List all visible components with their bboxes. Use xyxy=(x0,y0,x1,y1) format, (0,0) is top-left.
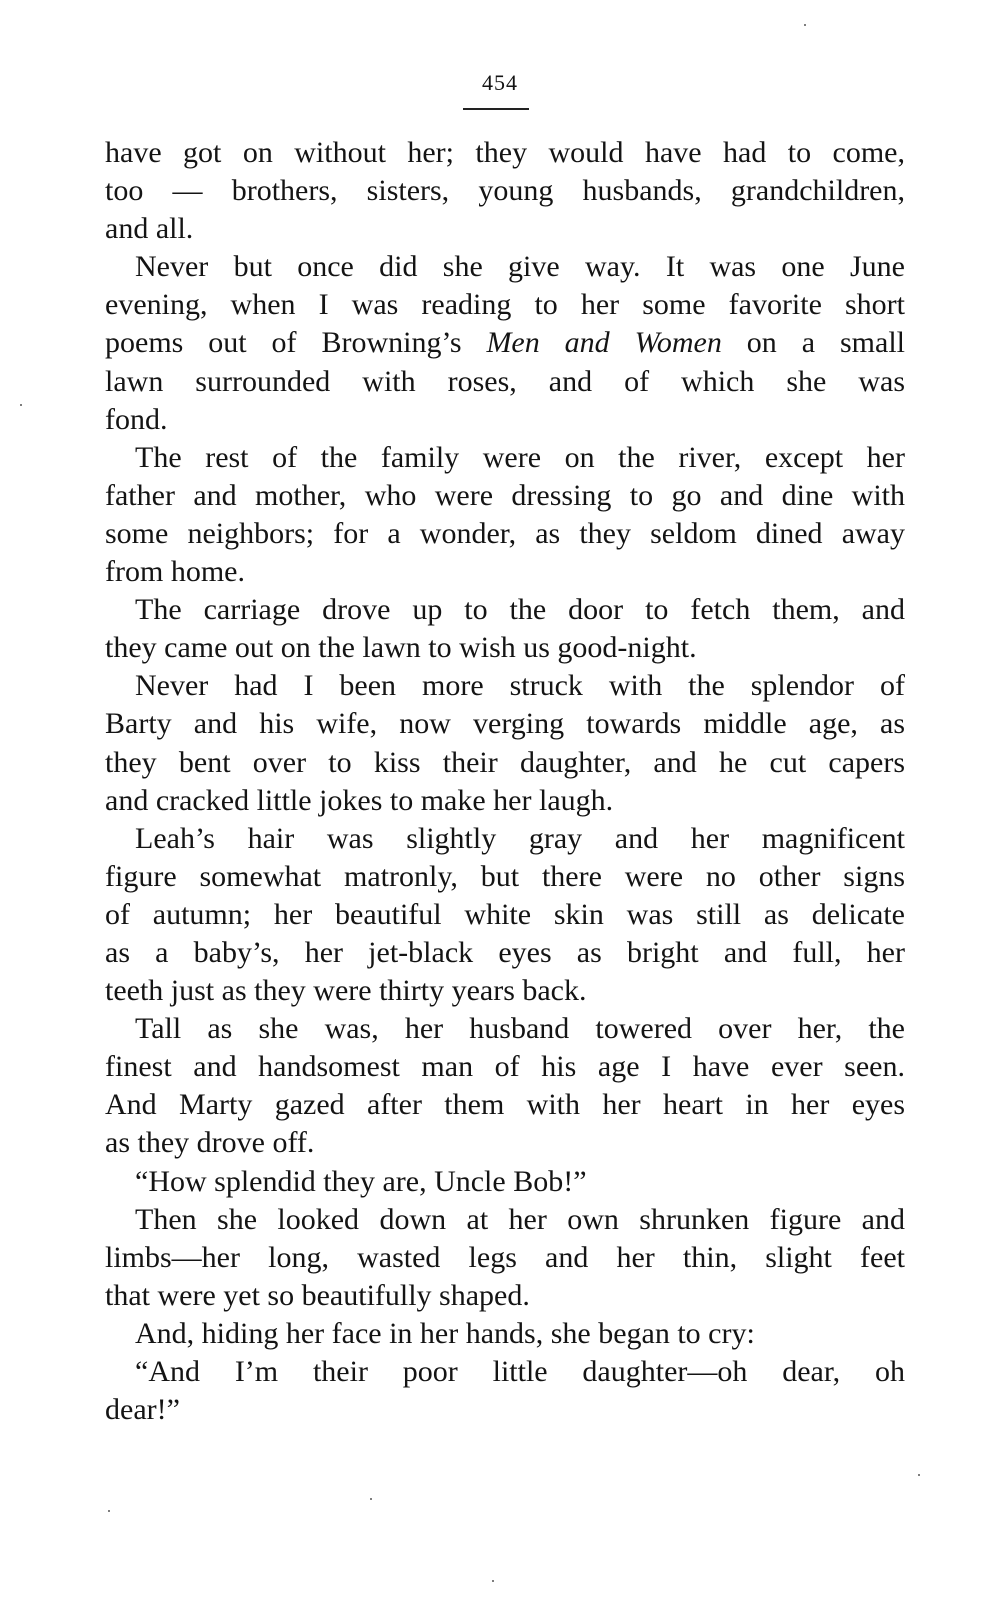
text-line: too — brothers, sisters, young husbands, grandchildren, xyxy=(105,174,905,208)
text-line: “How splendid they are, Uncle Bob!” xyxy=(135,1164,587,1198)
paragraph xyxy=(105,820,905,1010)
paragraph xyxy=(105,439,905,591)
text-line: “And I’m their poor little daughter—oh dear, oh xyxy=(135,1355,905,1388)
scan-speck xyxy=(108,1510,110,1512)
text-line: finest and handsomest man of his age I have ever seen. xyxy=(105,1050,905,1084)
text-line: Tall as she was, her husband towered over her, the xyxy=(135,1012,905,1046)
text-line: as they drove off. xyxy=(105,1126,315,1160)
text-line: Then she looked down at her own shrunken figure and xyxy=(135,1202,905,1236)
scan-speck xyxy=(804,24,806,26)
text-line: Never had I been more struck with the splendor of xyxy=(135,669,905,703)
text-line: figure somewhat matronly, but there were no other signs xyxy=(105,859,905,893)
text-line: of autumn; her beautiful white skin was still as delicate xyxy=(105,897,905,931)
text-line: have got on without her; they would have had to come, xyxy=(105,136,905,169)
book-title: Men and Women xyxy=(486,326,722,360)
text-line: dear!” xyxy=(105,1393,180,1427)
paragraph xyxy=(105,1010,905,1162)
text-line: limbs—her long, wasted legs and her thin, slight feet xyxy=(105,1240,905,1274)
text-line: they came out on the lawn to wish us good-night. xyxy=(105,631,697,665)
body-text xyxy=(105,134,905,1429)
text-line: Barty and his wife, now verging towards middle age, as xyxy=(105,707,905,741)
text-line: from home. xyxy=(105,555,245,589)
paragraph xyxy=(105,134,905,248)
page-number-rule xyxy=(463,108,529,110)
text-line: that were yet so beautifully shaped. xyxy=(105,1278,530,1312)
text-line: fond. xyxy=(105,402,168,436)
text-line: And Marty gazed after them with her heart in her eyes xyxy=(105,1088,905,1122)
text-line: The rest of the family were on the river, except her xyxy=(135,440,905,474)
text-line: lawn surrounded with roses, and of which she was xyxy=(105,364,905,398)
text-line: Never but once did she give way. It was one June xyxy=(135,250,905,284)
text-line: teeth just as they were thirty years back. xyxy=(105,974,587,1008)
text-line: evening, when I was reading to her some favorite short xyxy=(105,288,905,322)
text-line: as a baby’s, her jet-black eyes as bright and full, her xyxy=(105,935,905,969)
text-line: father and mother, who were dressing to go and dine with xyxy=(105,478,905,512)
page-number: 454 xyxy=(482,70,518,95)
text-line: Leah’s hair was slightly gray and her magnificent xyxy=(135,821,905,855)
paragraph xyxy=(105,1163,905,1201)
text-line: they bent over to kiss their daughter, and he cut capers xyxy=(105,745,905,779)
text-line: The carriage drove up to the door to fetch them, and xyxy=(135,593,905,627)
text-line: and cracked little jokes to make her laugh. xyxy=(105,783,614,817)
paragraph xyxy=(105,1201,905,1315)
scan-speck xyxy=(20,404,22,406)
text-line: and all. xyxy=(105,212,194,246)
paragraph xyxy=(105,667,905,819)
text-line: some neighbors; for a wonder, as they seldom dined away xyxy=(105,516,905,550)
paragraph xyxy=(105,248,905,438)
paragraph xyxy=(105,591,905,667)
scan-speck xyxy=(370,1498,372,1500)
text-line: And, hiding her face in her hands, she began to cry: xyxy=(135,1316,755,1350)
scan-speck xyxy=(918,1474,920,1476)
scan-speck xyxy=(492,1580,494,1582)
paragraph xyxy=(105,1353,905,1429)
paragraph xyxy=(105,1315,905,1353)
text-line-with-title: poems out of Browning’s Men and Women on a small xyxy=(105,326,905,360)
